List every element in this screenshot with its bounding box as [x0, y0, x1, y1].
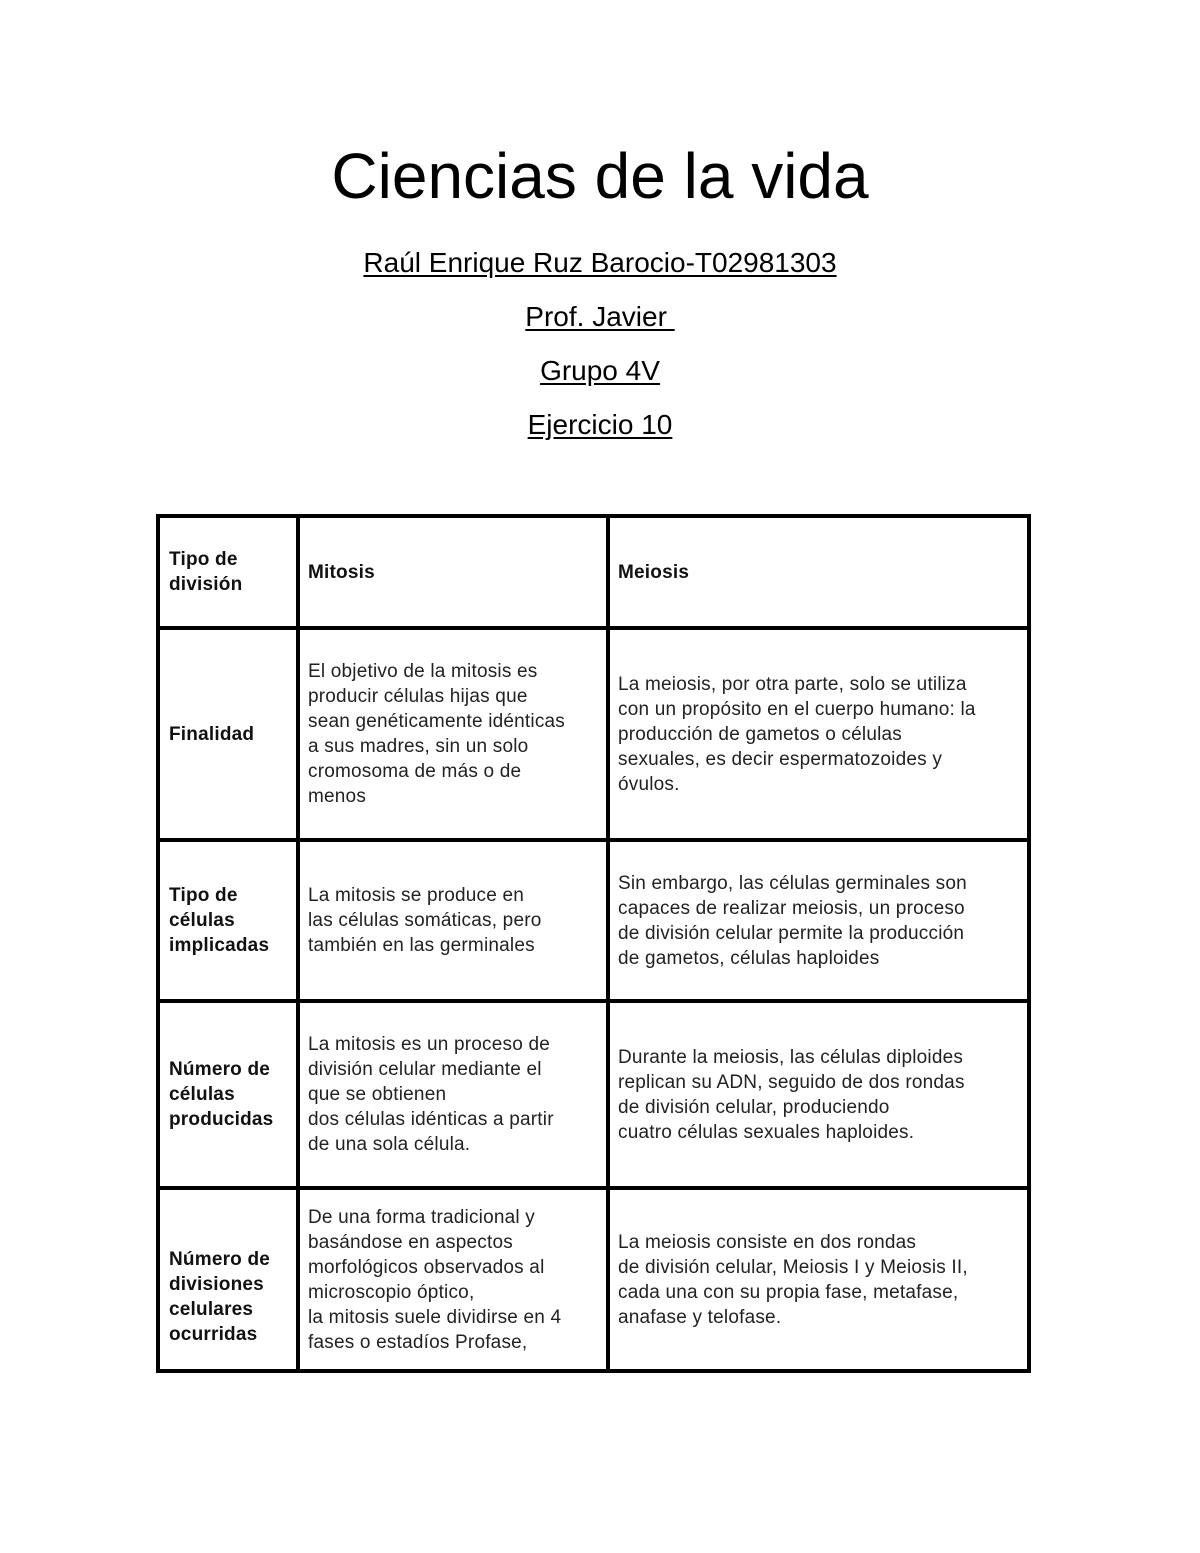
header-mitosis-label: Mitosis	[308, 561, 375, 583]
meiosis-cell	[608, 1188, 1029, 1371]
document-title: Ciencias de la vida	[331, 140, 869, 212]
mitosis-cell	[298, 1188, 608, 1371]
meiosis-cell	[608, 840, 1029, 1001]
header-type-label: Tipo de división	[169, 549, 243, 595]
mitosis-cell	[298, 1001, 608, 1188]
header-type-cell	[158, 516, 298, 628]
row-label: Finalidad	[169, 723, 255, 745]
row-label: Número de células producidas	[169, 1059, 274, 1130]
row-label-cell	[158, 1188, 298, 1371]
comparison-table	[156, 514, 1031, 1373]
meiosis-text: La meiosis, por otra parte, solo se utiliza con un propósito en el cuerpo humano: la producción de gametos o células sexuales, es decir espermatozoides y óvulos.	[618, 673, 976, 795]
meiosis-cell	[608, 1001, 1029, 1188]
table-row	[158, 1001, 1029, 1188]
row-label: Tipo de células implicadas	[169, 885, 270, 956]
row-label: Número de divisiones celulares ocurridas	[169, 1248, 271, 1345]
table-row	[158, 1188, 1029, 1371]
table-row	[158, 628, 1029, 840]
table-row	[158, 840, 1029, 1001]
mitosis-text: La mitosis es un proceso de división celular mediante el que se obtienen dos células idénticas a partir de una sola célula.	[308, 1034, 554, 1155]
group-label: Grupo 4V	[540, 355, 660, 386]
group-line	[0, 353, 1200, 389]
student-line	[0, 245, 1200, 281]
header-meiosis-label: Meiosis	[618, 561, 690, 583]
row-label-cell	[158, 1001, 298, 1188]
table-header-row	[158, 516, 1029, 628]
meiosis-cell	[608, 628, 1029, 840]
mitosis-cell	[298, 840, 608, 1001]
exercise-label: Ejercicio 10	[527, 409, 673, 440]
exercise-line	[0, 407, 1200, 443]
mitosis-cell	[298, 628, 608, 840]
header-meiosis-cell	[608, 516, 1029, 628]
row-label-cell	[158, 628, 298, 840]
meiosis-text: La meiosis consiste en dos rondas de división celular, Meiosis I y Meiosis II, cada una con su propia fase, metafase, anafase y telofase.	[618, 1231, 968, 1328]
mitosis-text: El objetivo de la mitosis es producir células hijas que sean genéticamente idénticas a sus madres, sin un solo cromosoma de más o de menos	[308, 661, 565, 807]
header-mitosis-cell	[298, 516, 608, 628]
professor-line	[0, 299, 1200, 335]
student-name: Raúl Enrique Ruz Barocio-T02981303	[363, 247, 837, 278]
professor-name: Prof. Javier	[525, 301, 675, 332]
mitosis-text: De una forma tradicional y basándose en aspectos morfológicos observados al microscopio óptico, la mitosis suele dividirse en 4 fases o estadíos Profase,	[308, 1206, 562, 1353]
row-label-cell	[158, 840, 298, 1001]
meiosis-text: Sin embargo, las células germinales son capaces de realizar meiosis, un proceso de división celular permite la producción de gametos, células haploides	[618, 872, 967, 969]
mitosis-text: La mitosis se produce en las células somáticas, pero también en las germinales	[308, 885, 542, 956]
meiosis-text: Durante la meiosis, las células diploides replican su ADN, seguido de dos rondas de división celular, produciendo cuatro células sexuales haploides.	[618, 1046, 965, 1143]
